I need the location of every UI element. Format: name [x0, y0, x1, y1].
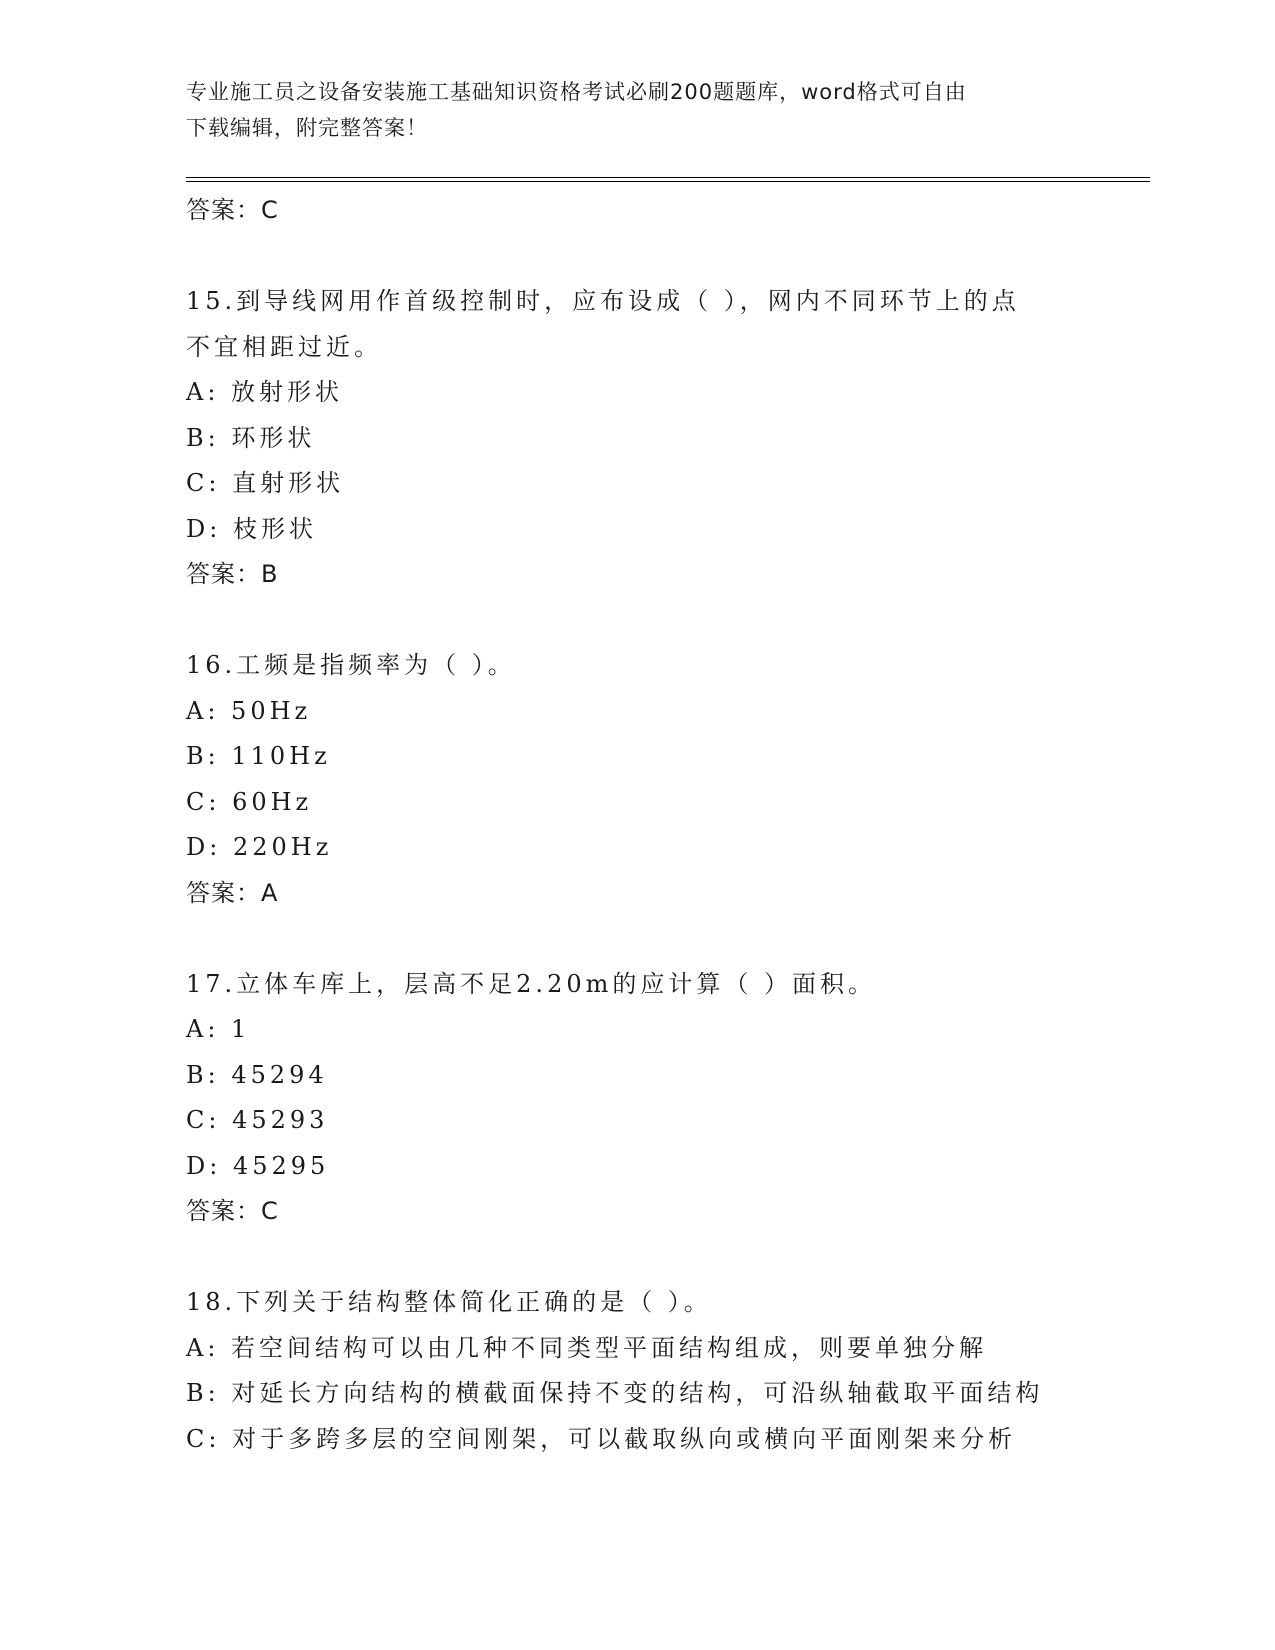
question-list	[186, 188, 1126, 1462]
question-17-option-a: A: 1	[186, 1015, 251, 1043]
spacer	[186, 598, 1126, 644]
document-header	[186, 74, 1066, 146]
header-line-2: 下载编辑，附完整答案！	[186, 116, 428, 140]
question-16-option-c: C: 60Hz	[186, 787, 313, 816]
question-16-option-a: A: 50Hz	[186, 696, 312, 725]
answer-16: 答案：A	[186, 878, 279, 907]
question-18-option-a: A: 若空间结构可以由几种不同类型平面结构组成，则要单独分解	[186, 1333, 988, 1362]
question-16-text: 16.工频是指频率为（ ）。	[186, 651, 516, 679]
question-18-text: 18.下列关于结构整体简化正确的是（ ）。	[186, 1288, 712, 1316]
header-line-1: 专业施工员之设备安装施工基础知识资格考试必刷200题题库，word格式可自由	[186, 80, 967, 104]
question-15-option-b: B: 环形状	[186, 423, 316, 452]
question-16-option-b: B: 110Hz	[186, 742, 331, 770]
question-17-option-b: B: 45294	[186, 1060, 328, 1089]
question-15-option-d: D: 枝形状	[186, 514, 317, 543]
question-15-text-line-2: 不宜相距过近。	[186, 332, 382, 361]
header-divider-thin	[186, 177, 1150, 178]
question-17-option-c: C: 45293	[186, 1106, 329, 1134]
answer-17: 答案：C	[186, 1197, 279, 1225]
spacer	[186, 234, 1126, 280]
question-15-text-line-1: 15.到导线网用作首级控制时，应布设成（ ），网内不同环节上的点	[186, 287, 1020, 315]
question-16-option-d: D: 220Hz	[186, 833, 333, 861]
question-17-option-d: D: 45295	[186, 1151, 330, 1180]
answer-15: 答案：B	[186, 560, 279, 588]
question-15-option-a: A: 放射形状	[186, 378, 344, 406]
spacer	[186, 916, 1126, 962]
question-17-text: 17.立体车库上，层高不足2.20m的应计算（ ）面积。	[186, 969, 876, 998]
question-18-option-c: C: 对于多跨多层的空间刚架，可以截取纵向或横向平面刚架来分析	[186, 1424, 1017, 1453]
header-divider-thick	[186, 181, 1150, 182]
question-18-option-b: B: 对延长方向结构的横截面保持不变的结构，可沿纵轴截取平面结构	[186, 1379, 1044, 1407]
answer-14: 答案：C	[186, 196, 279, 224]
question-15-option-c: C: 直射形状	[186, 469, 345, 497]
spacer	[186, 1235, 1126, 1281]
